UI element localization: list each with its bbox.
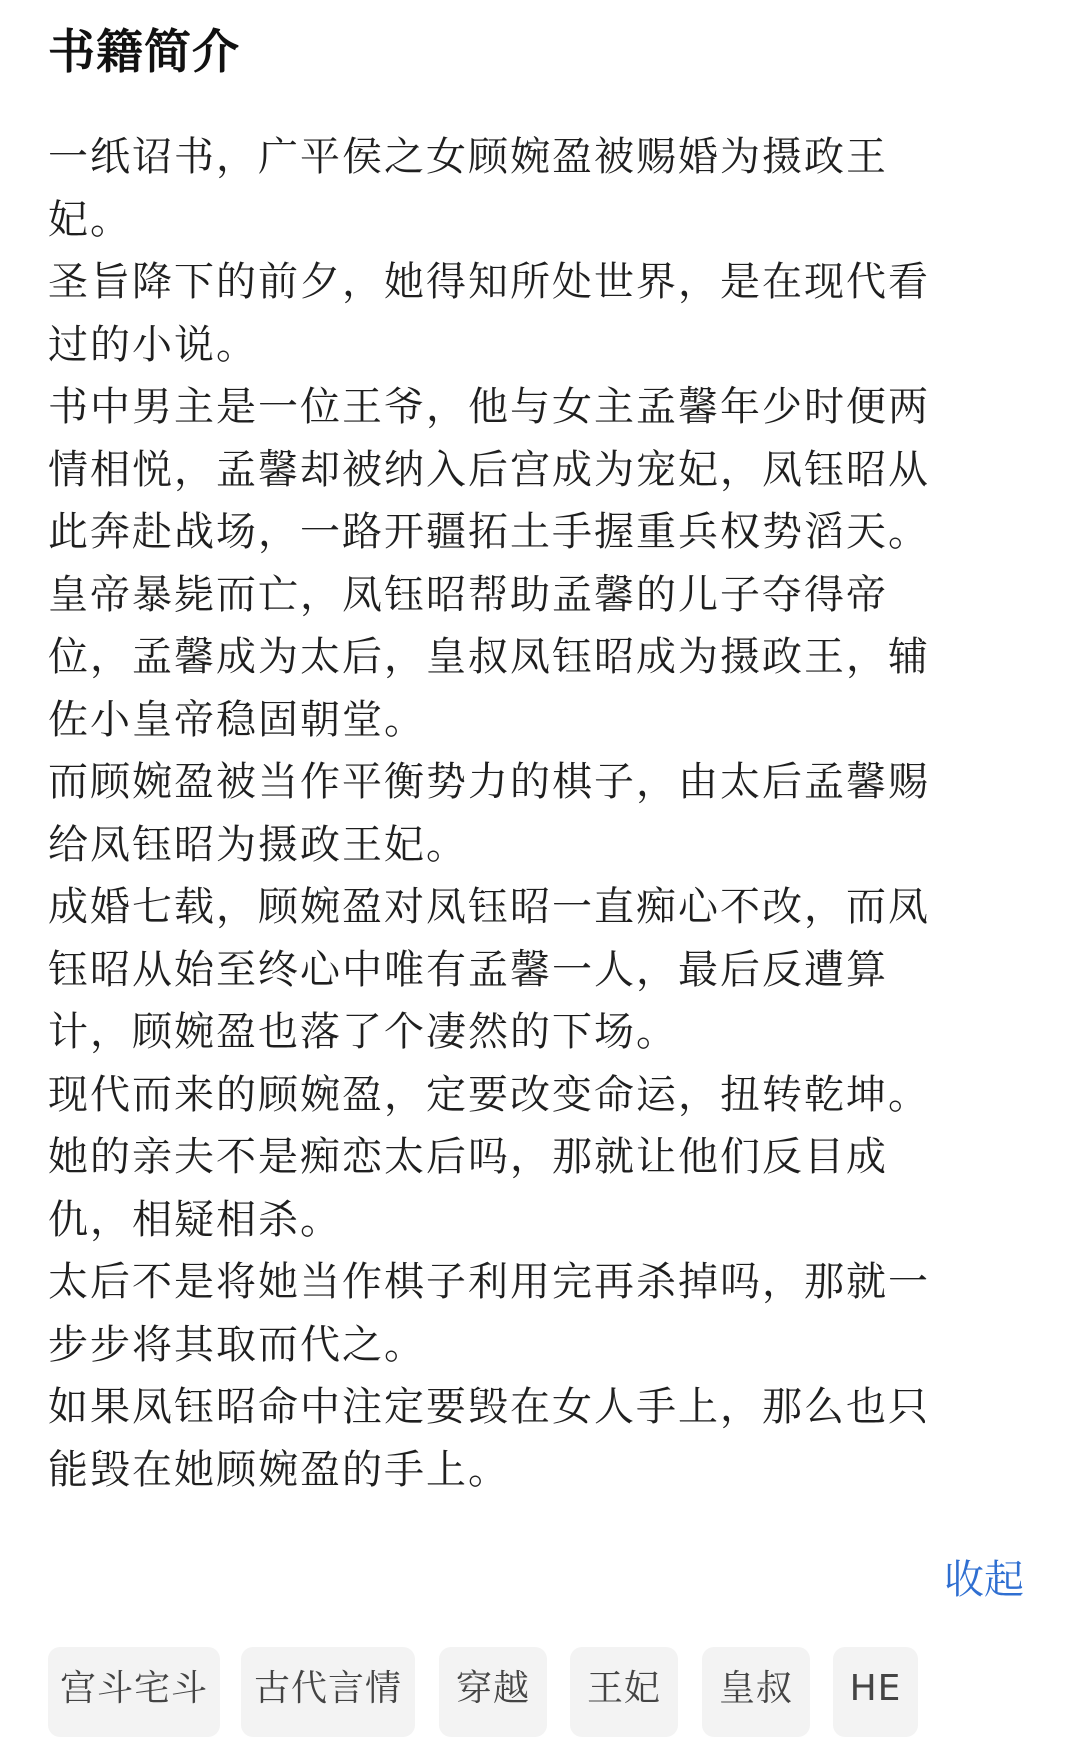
synopsis-line: 情相悦，孟馨却被纳入后宫成为宠妃，凤钰昭从 <box>48 446 930 493</box>
synopsis-line: 太后不是将她当作棋子利用完再杀掉吗，那就一 <box>48 1259 930 1305</box>
tag-chip[interactable]: 古代言情 <box>241 1647 415 1737</box>
book-synopsis <box>48 126 988 1501</box>
tag-chip[interactable]: 皇叔 <box>702 1647 810 1737</box>
section-title: 书籍简介 <box>48 25 240 80</box>
synopsis-line: 计，顾婉盈也落了个凄然的下场。 <box>48 1009 678 1055</box>
synopsis-line: 如果凤钰昭命中注定要毁在女人手上，那么也只 <box>48 1384 930 1430</box>
synopsis-line: 而顾婉盈被当作平衡势力的棋子，由太后孟馨赐 <box>48 759 930 805</box>
tag-chip[interactable]: HE <box>833 1647 918 1737</box>
tag-chip[interactable]: 宫斗宅斗 <box>48 1647 220 1737</box>
synopsis-line: 钰昭从始至终心中唯有孟馨一人，最后反遭算 <box>48 946 888 993</box>
synopsis-line: 她的亲夫不是痴恋太后吗，那就让他们反目成 <box>48 1134 888 1180</box>
synopsis-line: 能毁在她顾婉盈的手上。 <box>48 1446 510 1493</box>
synopsis-line: 佐小皇帝稳固朝堂。 <box>48 696 426 743</box>
synopsis-line: 现代而来的顾婉盈，定要改变命运，扭转乾坤。 <box>48 1071 930 1118</box>
tag-list <box>48 1647 1079 1737</box>
synopsis-line: 书中男主是一位王爷，他与女主孟馨年少时便两 <box>48 384 930 430</box>
synopsis-line: 一纸诏书，广平侯之女顾婉盈被赐婚为摄政王 <box>48 134 888 180</box>
synopsis-line: 步步将其取而代之。 <box>48 1321 426 1368</box>
synopsis-line: 位，孟馨成为太后，皇叔凤钰昭成为摄政王，辅 <box>48 634 930 680</box>
synopsis-line: 给凤钰昭为摄政王妃。 <box>48 821 468 868</box>
synopsis-line: 仇，相疑相杀。 <box>48 1196 342 1243</box>
collapse-button[interactable]: 收起 <box>944 1557 1024 1603</box>
tag-chip[interactable]: 穿越 <box>439 1647 547 1737</box>
synopsis-line: 过的小说。 <box>48 321 258 368</box>
synopsis-line: 此奔赴战场，一路开疆拓土手握重兵权势滔天。 <box>48 509 930 555</box>
synopsis-line: 皇帝暴毙而亡，凤钰昭帮助孟馨的儿子夺得帝 <box>48 571 888 618</box>
synopsis-line: 成婚七载，顾婉盈对凤钰昭一直痴心不改，而凤 <box>48 884 930 930</box>
tag-chip[interactable]: 王妃 <box>570 1647 678 1737</box>
synopsis-line: 圣旨降下的前夕，她得知所处世界，是在现代看 <box>48 259 930 305</box>
synopsis-line: 妃。 <box>48 196 132 243</box>
